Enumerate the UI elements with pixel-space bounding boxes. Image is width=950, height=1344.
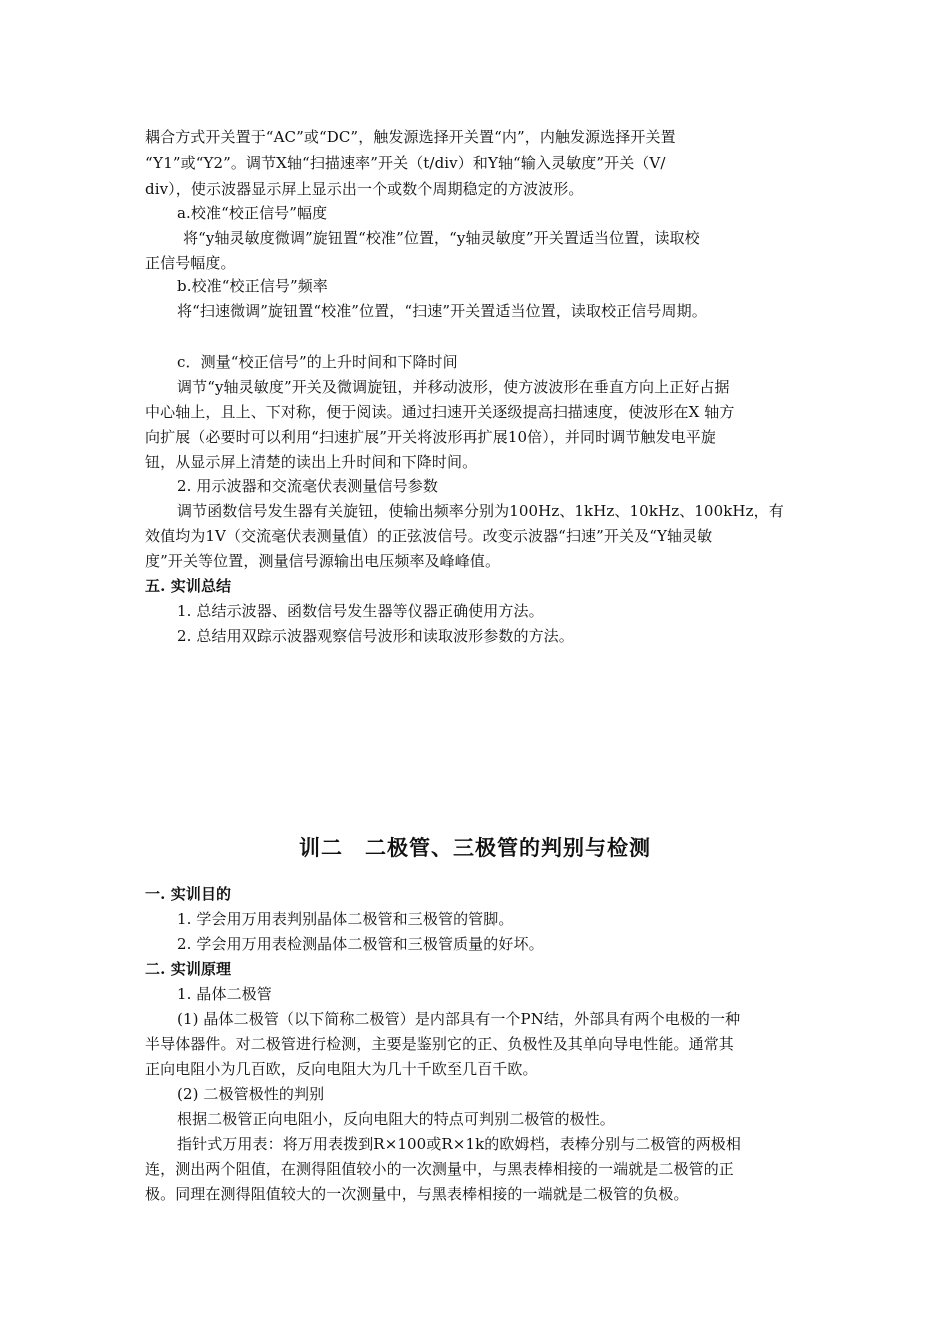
purpose-heading: 一. 实训目的 [145,885,232,903]
paragraph-line: 半导体器件。对二极管进行检测，主要是鉴别它的正、负极性及其单向导电性能。通常其 [145,1035,734,1053]
paragraph-line: 根据二极管正向电阻小，反向电阻大的特点可判别二极管的极性。 [177,1110,615,1128]
paragraph-line: 指针式万用表：将万用表拨到R×100或R×1k的欧姆档，表棒分别与二极管的两极相 [177,1135,741,1153]
paragraph-line: 效值均为1V（交流毫伏表测量值）的正弦波信号。改变示波器“扫速”开关及“Y轴灵敏 [145,527,713,545]
purpose-item: 2. 学会用万用表检测晶体二极管和三极管质量的好坏。 [177,935,544,953]
summary-heading: 五. 实训总结 [145,577,232,595]
paragraph-line: (1) 晶体二极管（以下简称二极管）是内部具有一个PN结，外部具有两个电极的一种 [177,1010,741,1028]
paragraph-line: 钮，从显示屏上清楚的读出上升时间和下降时间。 [145,453,478,471]
item-c-heading: c．测量“校正信号”的上升时间和下降时间 [177,353,458,371]
summary-item: 1. 总结示波器、函数信号发生器等仪器正确使用方法。 [177,602,544,620]
paragraph-line: 中心轴上，且上、下对称，便于阅读。通过扫速开关逐级提高扫描速度，使波形在X 轴方 [145,403,735,421]
item-b-heading: b.校准“校正信号”频率 [177,277,328,295]
paragraph-line: 正信号幅度。 [145,254,236,272]
step2-heading: 2. 用示波器和交流毫伏表测量信号参数 [177,477,438,495]
item-a-heading: a.校准“校正信号”幅度 [177,204,328,222]
paragraph-line: 调节函数信号发生器有关旋钮，使输出频率分别为100Hz、1kHz、10kHz、100kHz，有 [177,502,784,520]
paragraph-line: 正向电阻小为几百欧，反向电阻大为几十千欧至几百千欧。 [145,1060,538,1078]
paragraph-line: 向扩展（必要时可以利用“扫速扩展”开关将波形再扩展10倍），并同时调节触发电平旋 [145,428,716,446]
paragraph-line: div），使示波器显示屏上显示出一个或数个周期稳定的方波波形。 [145,180,584,198]
paragraph-line: 耦合方式开关置于“AC”或“DC”，触发源选择开关置“内”，内触发源选择开关置 [145,128,676,146]
section-title: 训二 二极管、三极管的判别与检测 [299,835,651,860]
paragraph-line: 连，测出两个阻值，在测得阻值较小的一次测量中，与黑表棒相接的一端就是二极管的正 [145,1160,734,1178]
summary-item: 2. 总结用双踪示波器观察信号波形和读取波形参数的方法。 [177,627,574,645]
paragraph-line: “Y1”或“Y2”。调节X轴“扫描速率”开关（t/div）和Y轴“输入灵敏度”开关（V/ [145,154,666,172]
paragraph-line: 将“扫速微调”旋钮置“校准”位置，“扫速”开关置适当位置，读取校正信号周期。 [177,302,707,320]
paragraph-line: 调节“y轴灵敏度”开关及微调旋钮，并移动波形，使方波波形在垂直方向上正好占据 [177,378,730,396]
paragraph-line: 将“y轴灵敏度微调”旋钮置“校准”位置，“y轴灵敏度”开关置适当位置，读取校 [183,229,700,247]
diode-heading: 1. 晶体二极管 [177,985,272,1003]
principle-heading: 二. 实训原理 [145,960,232,978]
paragraph-line: 度”开关等位置，测量信号源输出电压频率及峰峰值。 [145,552,501,570]
polarity-heading: (2) 二极管极性的判别 [177,1085,325,1103]
paragraph-line: 极。同理在测得阻值较大的一次测量中，与黑表棒相接的一端就是二极管的负极。 [145,1185,689,1203]
purpose-item: 1. 学会用万用表判别晶体二极管和三极管的管脚。 [177,910,514,928]
